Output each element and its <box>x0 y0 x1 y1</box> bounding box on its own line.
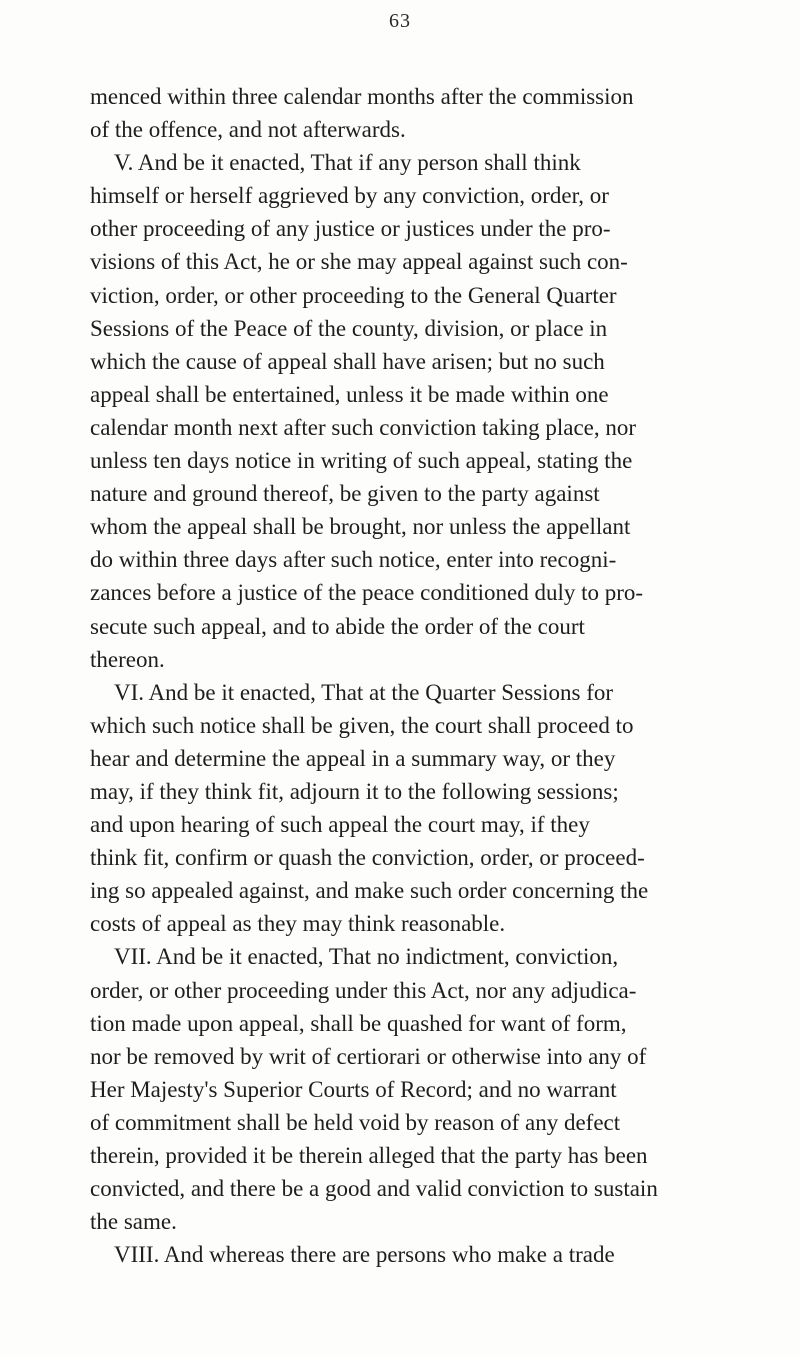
text-line: which the cause of appeal shall have arisen; but no such <box>90 348 605 374</box>
text-line: which such notice shall be given, the court shall proceed to <box>90 712 634 738</box>
text-line: therein, provided it be therein alleged that the party has been <box>90 1143 648 1168</box>
text-line: of the offence, and not afterwards. <box>90 117 406 143</box>
text-line: Her Majesty's Superior Courts of Record; and no warrant <box>90 1076 617 1102</box>
text-line: viction, order, or other proceeding to the General Quarter <box>90 282 617 308</box>
text-line: order, or other proceeding under this Act, nor any adjudica- <box>90 977 637 1003</box>
text-line: nature and ground thereof, be given to the party against <box>90 481 600 507</box>
text-line: do within three days after such notice, enter into recogni- <box>90 547 617 573</box>
text-line: menced within three calendar months after the commission <box>90 84 634 109</box>
page-number: 63 <box>389 10 411 32</box>
text-line: ing so appealed against, and make such order concerning the <box>90 878 649 904</box>
text-line: costs of appeal as they may think reasonable. <box>90 911 506 937</box>
text-line: himself or herself aggrieved by any conviction, order, or <box>90 183 609 209</box>
text-line: Sessions of the Peace of the county, division, or place in <box>90 315 608 341</box>
text-line: hear and determine the appeal in a summary way, or they <box>90 745 616 771</box>
text-line: convicted, and there be a good and valid conviction to sustain <box>90 1176 658 1202</box>
text-line: secute such appeal, and to abide the order of the court <box>90 613 585 639</box>
text-line: tion made upon appeal, shall be quashed for want of form, <box>90 1010 627 1036</box>
text-line: appeal shall be entertained, unless it be made within one <box>90 381 609 407</box>
text-line: calendar month next after such conviction taking place, nor <box>90 414 637 440</box>
text-line: visions of this Act, he or she may appeal against such con- <box>90 249 628 275</box>
text-line: unless ten days notice in writing of such appeal, stating the <box>90 448 633 474</box>
text-line: VII. And be it enacted, That no indictment, conviction, <box>114 944 619 970</box>
text-line: think fit, confirm or quash the conviction, order, or proceed- <box>90 845 645 871</box>
text-line: nor be removed by writ of certiorari or otherwise into any of <box>90 1043 647 1069</box>
text-line: zances before a justice of the peace conditioned duly to pro- <box>90 580 644 606</box>
text-line: VI. And be it enacted, That at the Quarter Sessions for <box>114 679 614 705</box>
text-line: and upon hearing of such appeal the court may, if they <box>90 812 590 838</box>
body-text <box>90 80 800 1271</box>
text-line: whom the appeal shall be brought, nor unless the appellant <box>90 514 631 540</box>
text-line: other proceeding of any justice or justices under the pro- <box>90 216 611 242</box>
text-line: of commitment shall be held void by reason of any defect <box>90 1109 621 1135</box>
text-line: V. And be it enacted, That if any person shall think <box>114 150 581 176</box>
text-line: may, if they think fit, adjourn it to the following sessions; <box>90 778 619 804</box>
text-line: thereon. <box>90 646 165 672</box>
text-line: the same. <box>90 1209 177 1235</box>
text-line: VIII. And whereas there are persons who make a trade <box>114 1242 615 1268</box>
